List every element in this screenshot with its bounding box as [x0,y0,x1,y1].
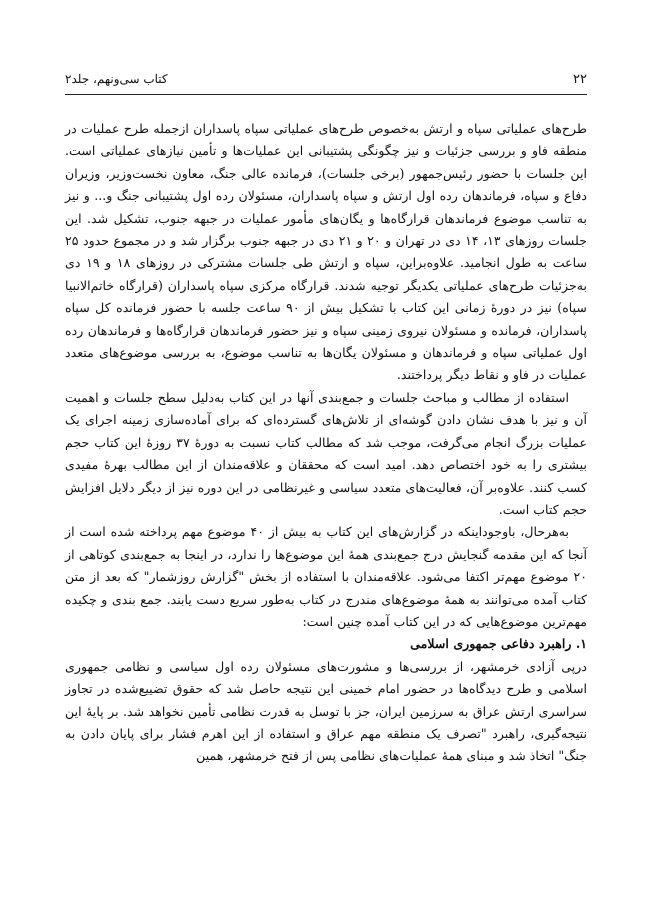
page-number: ۲۲ [573,72,587,87]
section-heading: ۱. راهبرد دفاعی جمهوری اسلامی [410,636,587,652]
paragraph-3: به‌هرحال، باوجوداینکه در گزارش‌های این کتاب به بیش از ۴۰ موضوع مهم پرداخته شده است از آنجا که این مقدمه گنجایش درج جمع‌بندی همهٔ این موضوع‌ها را ندارد، در اینجا به جمع‌بندی کوتاهی از ۲۰ موضوع مهم‌تر اکتفا می‌شود. علاقه‌مندان با استفاده از بخش "گزارش روزشمار" که بعد از متن کتاب آمده می‌توانند به همهٔ موضوع‌های مندرج در کتاب به‌طور سریع دست یابند. جمع بندی و چکیده مهم‌ترین موضوع‌هایی که در این کتاب آمده چنین است: [65,524,587,629]
body-text [65,118,587,768]
paragraph-1: طرح‌های عملیاتی سپاه و ارتش به‌خصوص طرح‌های عملیاتی سپاه پاسداران ازجمله طرح عملیات در منطقه فاو و بررسی جزئیات و نیز چگونگی پشتیبانی این عملیات‌ها و تأمین نیازهای عملیاتی است. این جلسات با حضور رئیس‌جمهور (برخی جلسات)، فرمانده عالی جنگ، معاون نخست‌وزیر، وزیران دفاع و سپاه، فرماندهان رده اول ارتش و سپاه پاسداران، مسئولان رده اول پشتیبانی جنگ و... و نیز به تناسب موضوع فرماندهان قرارگاه‌ها و یگان‌های مأمور عملیات در جبهه جنوب، تشکیل شد. این جلسات روزهای ۱۳، ۱۴ دی در تهران و ۲۰ و ۲۱ دی در جبهه جنوب برگزار شد و در مجموع حدود ۲۵ ساعت به طول انجامید. علاوه‌براین، سپاه و ارتش طی جلسات مشترکی در روزهای ۱۸ و ۱۹ دی به‌جزئیات طرح‌های عملیاتی یکدیگر توجیه شدند. قرارگاه مرکزی سپاه پاسداران (قرارگاه خاتم‌الانبیا سپاه) نیز در دورهٔ زمانی این کتاب با تشکیل بیش از ۹۰ ساعت جلسه با حضور فرمانده کل سپاه پاسداران، فرمانده و مسئولان نیروی زمینی سپاه و نیز حضور فرماندهان قرارگاه‌ها و فرماندهان رده اول عملیاتی سپاه و فرماندهان و مسئولان یگان‌ها به تناسب موضوع، به بررسی موضوع‌های متعدد عملیات در فاو و نقاط دیگر پرداختند. [65,121,588,383]
page-header [65,70,587,95]
paragraph-2: استفاده از مطالب و مباحث جلسات و جمع‌بندی آنها در این کتاب به‌دلیل سطح جلسات و اهمیت آن و نیز با هدف نشان دادن گوشه‌ای از تلاش‌های گسترده‌ای که برای آماده‌سازی زمینه اجرای یک عملیات بزرگ انجام می‌گرفت، موجب شد که مطالب کتاب نسبت به دورهٔ ۳۷ روزهٔ این کتاب حجم بیشتری را به خود اختصاص دهد. امید است که محققان و علاقه‌مندان از این مطالب بهرهٔ مفیدی کسب کنند. علاوه‌بر آن، فعالیت‌های متعدد سیاسی و غیرنظامی در این دوره نیز از دیگر دلایل افزایش حجم کتاب است. [65,389,587,517]
section-paragraph: درپی آزادی خرمشهر، از بررسی‌ها و مشورت‌های مسئولان رده اول سیاسی و نظامی جمهوری اسلامی و طرح دیدگاه‌ها در حضور امام خمینی این نتیجه حاصل شد که حقوق تضییع‌شده در تجاوز سراسری ارتش عراق به سرزمین ایران، جز با توسل به قدرت نظامی تأمین نخواهد شد. بر پایهٔ این نتیجه‌گیری، راهبرد "تصرف یک منطقه مهم عراق و استفاده از این اهرم فشار برای پایان دادن به جنگ" اتخاذ شد و مبنای همهٔ عملیات‌های نظامی پس از فتح خرمشهر، همین [65,658,587,764]
running-title: کتاب سی‌ونهم، جلد۲ [65,72,168,86]
